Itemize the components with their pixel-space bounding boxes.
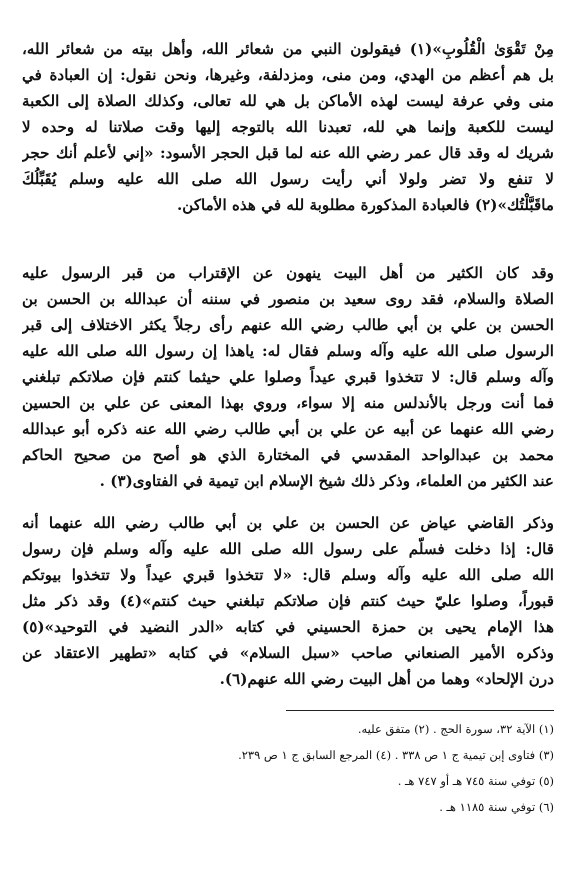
text-line: وذكره الأمير الصنعاني صاحب «سبل السلام» في كتابه «تطهير الاعتقاد عن	[22, 644, 554, 662]
text-line: قبوراً، وصلوا عليّ حيث كنتم فإن صلاتكم تبلغني حيث كنتم»(٤) وقد ذكر مثل	[22, 592, 554, 610]
text-line: منى وفي عرفة ليست لهذه الأماكن بل هي لله تعالى، وكذلك الصلاة إلى الكعبة	[22, 92, 554, 110]
text-line: الله صلى الله عليه وآله وسلم قال: «لا تتخذوا قبري عيداً ولا تتخذوا بيوتكم	[22, 566, 554, 584]
text-line: الرسول صلى الله عليه وآله وسلم فقال له: ياهذا إن رسول الله صلى الله عليه	[22, 342, 554, 360]
paragraph-3	[22, 510, 554, 692]
footnote: (٥) توفي سنة ٧٤٥ هـ أو ٧٤٧ هـ .	[397, 774, 554, 788]
text-line: وقد كان الكثير من أهل البيت ينهون عن الإقتراب من قبر الرسول عليه	[22, 264, 554, 282]
text-line: فما أنت ورجل بالأندلس منه إلا سواء، وروي بهذا المعنى عن علي بن الحسين	[22, 394, 554, 412]
text-line: وذكر القاضي عياض عن الحسن بن علي بن أبي طالب رضي الله عنهما أنه	[22, 514, 554, 532]
text-line: الصلاة والسلام، فقد روى سعيد بن منصور في سننه أن عبدالله بن الحسن بن	[22, 290, 554, 308]
text-line: مِنْ تَقْوَىٰ الْقُلُوبِ»(١) فيقولون النبي من شعائر الله، وأهل بيته من شعائر الله،	[22, 40, 554, 58]
footnote: (٦) توفي سنة ١١٨٥ هـ .	[439, 800, 554, 814]
footnote-divider	[286, 710, 554, 711]
text-line: الحسن بن علي بن أبي طالب رضي الله عنهم رأى رجلاً يكثر الاختلاف إلى قبر	[22, 316, 554, 334]
footnote: (٣) فتاوى إبن تيمية ج ١ ص ٣٣٨ . (٤) المرجع السابق ج ١ ص ٢٣٩.	[238, 748, 554, 762]
footnotes	[22, 716, 554, 820]
text-line: ليست للكعبة وإنما هي لله، تعبدنا الله بالتوجه إليها وقت صلاتنا له وحده لا	[22, 118, 554, 136]
text-line: هذا الإمام يحيى بن حمزة الحسيني في كتابه «الدر النضيد في التوحيد»(٥)	[22, 618, 554, 636]
text-line: رضي الله عنهما عن أبيه عن علي بن أبي طالب رضي الله عنه ذكره أبو عبدالله	[22, 420, 554, 438]
text-line: شريك له وقد قال عمر رضي الله عنه لما قبل الحجر الأسود: «إني لأعلم أنك حجر	[22, 144, 554, 162]
paragraph-1	[22, 36, 554, 218]
text-line: بل هم أعظم من الهدي، ومن منى، ومزدلفة، وغيرها، ونحن نقول: إن العبادة في	[22, 66, 554, 84]
paragraph-2	[22, 260, 554, 494]
text-line: محمد بن عبدالواحد المقدسي في المختارة الذي هو أصح من صحيح الحاكم	[22, 446, 554, 464]
text-line: لا تنفع ولا تضر ولولا أني رأيت رسول الله صلى الله عليه وسلم يُقَبِّلُكَ	[22, 170, 554, 188]
text-line: ماقَبَّلْتُك»(٢) فالعبادة المذكورة مطلوبة لله في هذه الأماكن.	[176, 196, 554, 214]
footnote: (١) الآية ٣٢، سورة الحج . (٢) متفق عليه.	[357, 722, 554, 736]
text-line: درن الإلحاد» وهما من أهل البيت رضي الله عنهم(٦).	[219, 670, 554, 688]
text-line: عند الكثير من العلماء، وذكر ذلك شيخ الإسلام ابن تيمية في الفتاوى(٣) .	[99, 472, 554, 490]
text-line: قال: إذا دخلت فسلّم على رسول الله صلى الله عليه وآله وسلم فإن رسول	[22, 540, 554, 558]
text-line: وآله وسلم قال: لا تتخذوا قبري عيداً وصلوا علي حيثما كنتم فإن صلاتكم تبلغني	[22, 368, 554, 386]
